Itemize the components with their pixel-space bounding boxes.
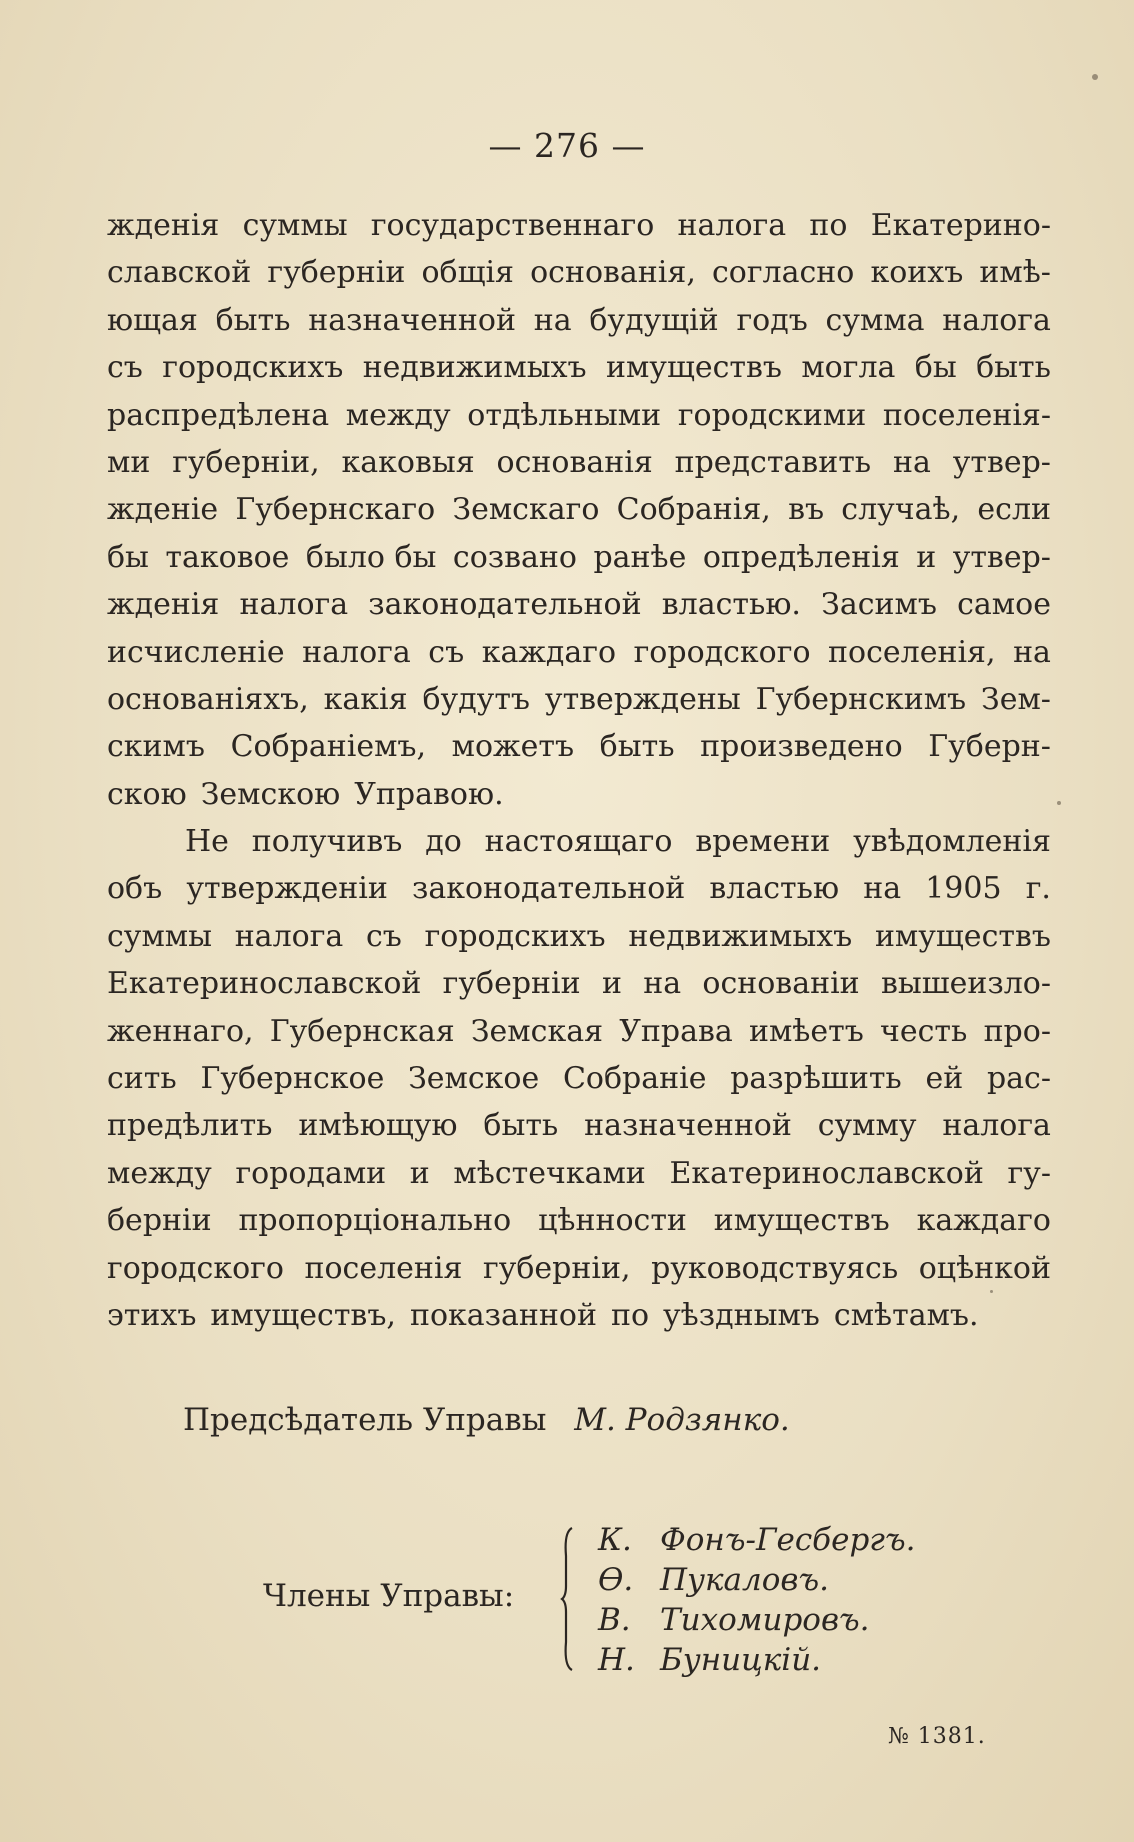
word: Собраніемъ, [230,729,427,765]
word: увѣдомленія [853,824,1051,860]
word: предѣлить [107,1108,273,1144]
word: губерніи, [172,444,320,480]
word: годъ [736,302,808,338]
word: властью. [661,587,801,623]
word: скою [107,776,187,812]
word: показанной [409,1297,597,1333]
text-line [107,534,1051,581]
word: на [533,302,572,338]
text-line [107,249,1051,296]
word: согласно [711,255,855,291]
word: губерніи [267,255,406,291]
chairman-label: Предсѣдатель Управы [183,1402,547,1438]
word: властью [709,871,840,907]
word: налога [677,208,787,243]
members-list [598,1520,915,1680]
word: на [892,444,931,480]
word: поселенія, [828,634,996,670]
word: быть [599,729,675,765]
word: съ [365,918,402,954]
word: быть [215,302,291,338]
word: ми [107,444,151,480]
word: суммы [107,918,212,954]
word: Губерн- [928,729,1051,765]
word: основанія, [530,255,696,291]
word: будутъ [422,681,531,717]
word: на [1013,634,1051,670]
member-initial: В. [598,1602,631,1638]
word: сумма [825,302,925,338]
word: имѣ- [979,255,1051,291]
word: Управа [619,1013,733,1049]
word: и [916,539,937,575]
word: съ [107,350,143,386]
word: недвижимыхъ [362,350,587,386]
word: исчисленіе [107,634,285,670]
word: распредѣлена [107,397,330,433]
word: имуществъ [605,350,782,386]
word: городами [235,1155,387,1191]
chairman-name: М. Родзянко. [574,1402,790,1438]
word: городскими [677,397,867,433]
word: съ [428,634,465,670]
word: утверждены [544,681,741,717]
word: губерніи, [483,1250,631,1286]
word: было бы [305,539,437,575]
word: про- [983,1013,1051,1049]
word: ей [925,1061,964,1097]
word: разрѣшить [730,1061,902,1097]
word: каковыя [341,444,475,480]
word: руководствуясь [651,1250,899,1286]
word: Екатеринославской [669,1155,984,1191]
word: между [345,397,451,433]
word: какія [323,681,408,717]
word: 1905 [925,871,1002,907]
text-line [107,581,1051,628]
text-line [107,1102,1051,1149]
word: имуществъ [713,1203,890,1239]
word: налога [302,634,411,670]
word: назначенной [308,302,516,338]
word: Собраніе [562,1061,707,1097]
word: Губернскимъ [755,681,967,717]
word: представить [674,444,872,480]
word: смѣтамъ. [833,1297,979,1333]
word: имуществъ, [210,1297,396,1333]
word: поселенія [304,1250,463,1286]
word: самое [957,587,1051,623]
word: въ [788,492,825,528]
word: поселенія- [882,397,1051,433]
word: сумму [817,1108,917,1144]
word: быть [976,350,1051,386]
word: утвер- [952,444,1051,480]
word: законодательной [368,587,642,623]
word: Губернская [269,1013,455,1049]
member-entry [598,1640,915,1680]
word: если [977,492,1051,528]
word: случаѣ, [841,492,961,528]
word: налога [234,918,344,954]
member-initial: К. [598,1522,632,1558]
text-line [107,771,1051,818]
word: недвижимыхъ [628,918,853,954]
text-line [107,676,1051,723]
text-line [107,344,1051,391]
word: на [863,871,902,907]
word: Земское [408,1061,540,1097]
word: созвано [452,539,577,575]
word: налога [942,302,1051,338]
word: скимъ [107,729,205,765]
word: Екатерино- [870,208,1051,243]
word: Собранія, [616,492,771,528]
text-line [107,913,1051,960]
word: каждаго [481,634,617,670]
word: цѣнности [538,1203,687,1239]
word: объ [107,871,163,907]
word: общія [421,255,514,291]
member-initial: Н. [598,1642,635,1678]
text-line [107,1292,1051,1339]
member-surname: Пукаловъ. [660,1562,829,1598]
chairman-signature [183,1402,790,1438]
text-line [107,1008,1051,1055]
word: жденія [107,208,220,243]
member-entry [598,1560,915,1600]
word: законодательной [411,871,686,907]
word: утвержденіи [186,871,388,907]
word: опредѣленія [702,539,900,575]
word: утвер- [952,539,1051,575]
member-surname: Тихомировъ. [660,1602,870,1638]
word: бы [107,539,149,575]
word: налога [239,587,349,623]
page-number: — 276 — [488,126,646,165]
word: имуществъ [874,918,1051,954]
word: этихъ [107,1297,197,1333]
word: Екатеринославской [107,966,422,1002]
word: оцѣнкой [918,1250,1051,1286]
word: по [809,208,848,243]
word: государственнаго [370,208,655,243]
text-line [107,629,1051,676]
word: произведено [700,729,903,765]
word: Губернскаго [235,492,436,528]
members-label: Члены Управы: [263,1578,515,1614]
text-line [107,723,1051,770]
word: рас- [986,1061,1051,1097]
word: Управою. [354,776,504,812]
word: г. [1025,871,1051,907]
body-text [107,202,1051,1339]
word: Губернское [200,1061,385,1097]
word: времени [695,824,831,860]
word: честь [880,1013,968,1049]
text-line [107,202,1051,249]
word: ранѣе [593,539,687,575]
word: ющая [107,302,198,338]
word: на [643,966,682,1002]
word: можетъ [451,729,575,765]
word: могла [801,350,896,386]
word: губерніи [442,966,581,1002]
member-surname: Фонъ-Гесбергъ. [660,1522,916,1558]
word: мѣстечками [453,1155,646,1191]
text-line [107,865,1051,912]
word: городского [633,634,811,670]
paper-speck [1057,801,1061,805]
word: настоящаго [484,824,673,860]
word: городскихъ [162,350,344,386]
word: берніи [107,1203,212,1239]
word: коихъ [870,255,964,291]
word: славской [107,255,252,291]
word: получивъ [251,824,403,860]
word: уѣзднымъ [663,1297,820,1333]
word: и [409,1155,430,1191]
word: имѣетъ [748,1013,864,1049]
word: суммы [242,208,348,243]
word: назначенной [584,1108,792,1144]
word: таковое [165,539,290,575]
word: основаніи [702,966,860,1002]
members-brace [560,1526,574,1672]
member-surname: Буницкій. [660,1642,822,1678]
member-initial: Ѳ. [598,1562,634,1598]
word: по [610,1297,650,1333]
word: жденія [107,587,220,623]
word: Не [185,824,229,860]
text-line [107,1197,1051,1244]
word: между [107,1155,212,1191]
text-line [107,818,1051,865]
word: Засимъ [821,587,937,623]
word: городскихъ [424,918,606,954]
word: имѣющую [298,1108,458,1144]
word: Земская [470,1013,604,1049]
text-line [107,439,1051,486]
text-line [107,1150,1051,1197]
document-number: № 1381. [888,1724,986,1749]
word: сить [107,1061,177,1097]
word: женнаго, [107,1013,254,1049]
word: основаніяхъ, [107,681,309,717]
text-line [107,1055,1051,1102]
word: жденіе [107,492,219,528]
word: Зем- [981,681,1051,717]
word: городского [107,1250,284,1286]
text-line [107,297,1051,344]
word: Земскою [200,776,341,812]
text-line [107,392,1051,439]
word: будущій [589,302,719,338]
word: быть [483,1108,559,1144]
word: гу- [1007,1155,1051,1191]
word: бы [914,350,957,386]
member-entry [598,1520,915,1560]
text-line [107,960,1051,1007]
word: вышеизло- [880,966,1051,1002]
word: каждаго [916,1203,1051,1239]
member-entry [598,1600,915,1640]
word: налога [942,1108,1051,1144]
word: пропорціонально [238,1203,512,1239]
paper-speck [1092,74,1098,80]
word: Земскаго [452,492,600,528]
text-line [107,1245,1051,1292]
word: основанія [496,444,653,480]
text-line [107,486,1051,533]
word: отдѣльными [467,397,662,433]
word: до [425,824,462,860]
word: и [601,966,622,1002]
